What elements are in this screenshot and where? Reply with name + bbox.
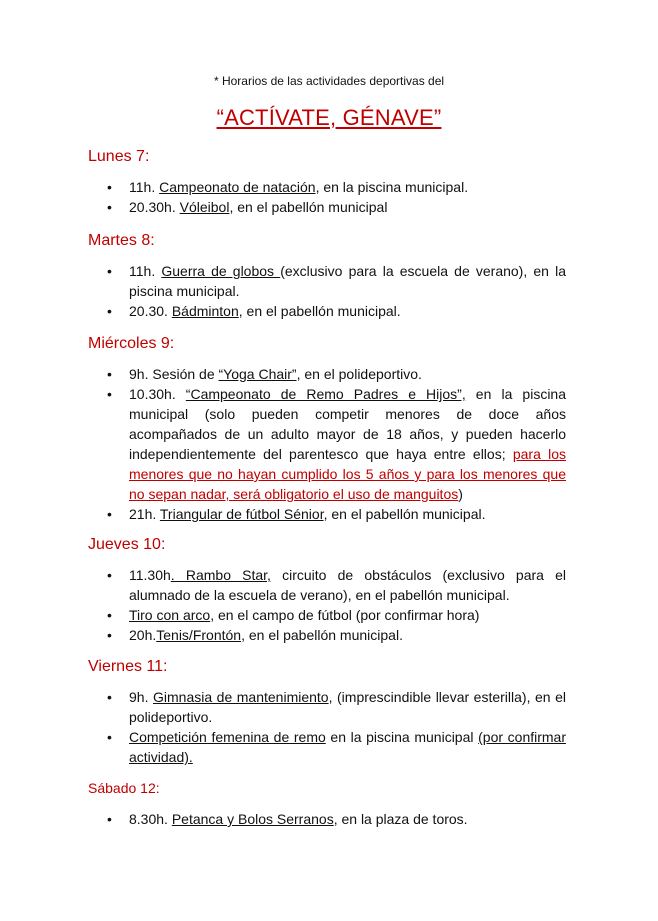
list-miercoles <box>88 364 566 524</box>
list-item <box>88 687 566 727</box>
item-details: , (imprescindible llevar esterilla), en el polideportivo. <box>129 689 566 725</box>
list-item <box>88 625 566 645</box>
day-heading-sabado: Sábado 12: <box>88 780 160 796</box>
list-martes <box>88 261 566 321</box>
item-details: , en el pabellón municipal. <box>323 506 486 522</box>
item-time: 9h. <box>129 689 153 705</box>
item-time: 20.30. <box>129 303 172 319</box>
list-item <box>88 384 566 504</box>
activity-name: . Rambo Star, <box>170 567 271 583</box>
day-heading-martes: Martes 8: <box>88 232 155 249</box>
list-item <box>88 605 566 625</box>
item-details: (exclusivo para la escuela de verano), en la piscina municipal. <box>129 263 566 299</box>
activity-name: Vóleibol <box>179 199 230 215</box>
list-item <box>88 565 566 605</box>
item-time: 20h. <box>129 627 157 643</box>
list-item <box>88 301 566 321</box>
day-heading-viernes: Viernes 11: <box>88 658 168 675</box>
activity-name: Petanca y Bolos Serranos <box>171 811 334 827</box>
activity-name: Tiro con arco <box>129 607 211 623</box>
list-sabado <box>88 809 566 829</box>
activity-name: Campeonato de natación <box>159 179 316 195</box>
day-heading-jueves: Jueves 10: <box>88 536 166 553</box>
item-details: en la piscina municipal <box>325 729 479 745</box>
item-details: , en el pabellón municipal <box>229 199 388 215</box>
list-jueves <box>88 565 566 645</box>
activity-name: Guerra de globos <box>161 263 281 279</box>
item-details: en la piscina municipal (solo pueden competir menores de doce años acompañados de un adulto mayor de 18 años, y pueden hacerlo independientemente del parentesco que haya entre ellos; <box>129 386 567 462</box>
activity-name: Tenis/Frontón <box>156 627 242 643</box>
item-time: 21h. <box>129 506 160 522</box>
item-time: 11.30h <box>129 567 171 583</box>
activity-name: Competición femenina de remo <box>129 729 326 745</box>
item-time: 11h. <box>129 263 162 279</box>
day-heading-lunes: Lunes 7: <box>88 148 150 165</box>
activity-name: “Campeonato de Remo Padres e Hijos”, <box>185 386 466 402</box>
item-time: 11h. <box>129 179 160 195</box>
warning-note: para los menores que no hayan cumplido los 5 años y para los menores que no sepan nadar, será obligatorio el uso de manguitos <box>129 446 567 502</box>
list-item <box>88 197 566 217</box>
item-details: , en la plaza de toros. <box>333 811 468 827</box>
list-item <box>88 504 566 524</box>
item-details: , en la piscina municipal. <box>315 179 469 195</box>
pending-note: (por confirmar actividad). <box>129 729 566 765</box>
list-item <box>88 177 566 197</box>
item-time: 8.30h. <box>129 811 172 827</box>
subtitle: * Horarios de las actividades deportivas del <box>213 74 445 88</box>
item-details: , en el campo de fútbol (por confirmar hora) <box>210 607 480 623</box>
item-time: 9h. Sesión de <box>129 366 219 382</box>
item-time: 20.30h. <box>129 199 180 215</box>
day-heading-miercoles: Miércoles 9: <box>88 335 175 352</box>
item-details: circuito de obstáculos (exclusivo para el alumnado de la escuela de verano), en el pabellón municipal. <box>129 567 567 603</box>
activity-name: Triangular de fútbol Sénior <box>159 506 324 522</box>
item-details: en el polideportivo. <box>300 366 422 382</box>
list-lunes <box>88 177 566 217</box>
list-item <box>88 364 566 384</box>
item-details-end: ) <box>458 486 463 502</box>
activity-name: “Yoga Chair”, <box>218 366 301 382</box>
activity-name: Bádminton <box>171 303 239 319</box>
list-viernes <box>88 687 566 767</box>
list-item <box>88 809 566 829</box>
list-item <box>88 727 566 767</box>
item-details: , en el pabellón municipal. <box>241 627 403 643</box>
page-title: “ACTÍVATE, GÉNAVE” <box>216 105 442 130</box>
item-time: 10.30h. <box>129 386 186 402</box>
activity-name: Gimnasia de mantenimiento <box>153 689 329 705</box>
list-item <box>88 261 566 301</box>
item-details: , en el pabellón municipal. <box>238 303 401 319</box>
